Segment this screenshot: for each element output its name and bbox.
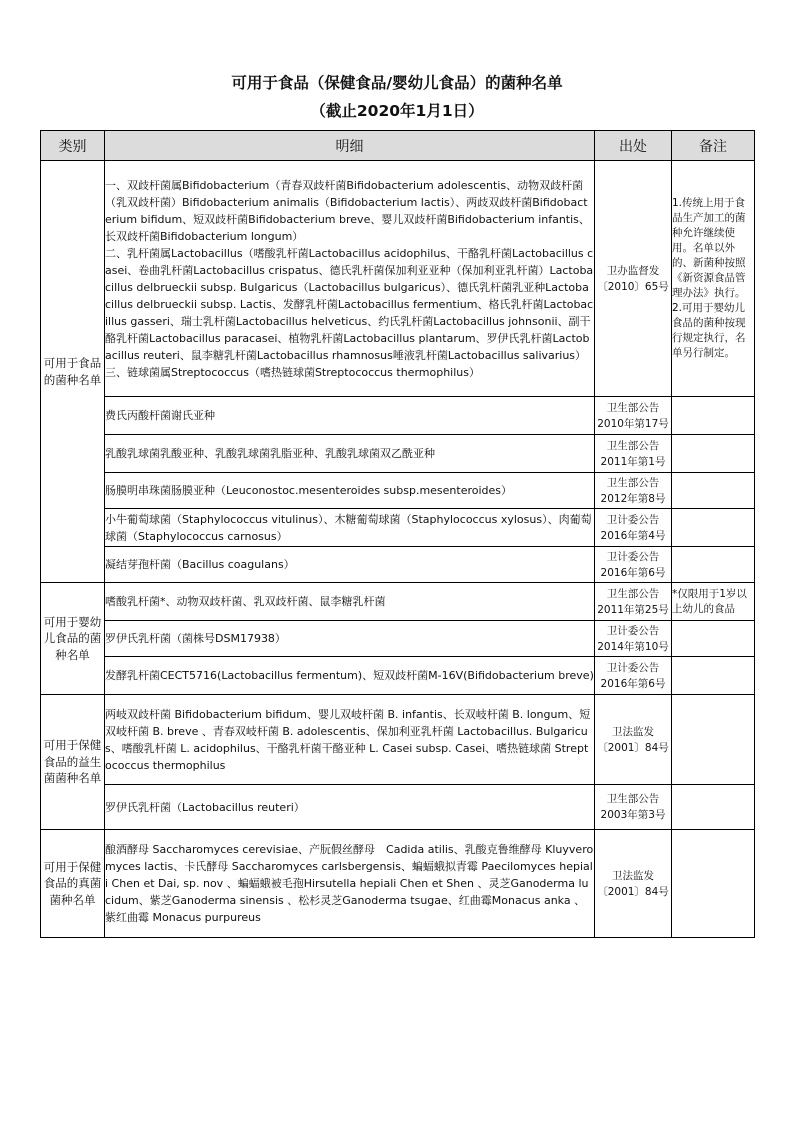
note-cell bbox=[672, 435, 755, 473]
note-cell bbox=[672, 509, 755, 547]
table-row bbox=[41, 785, 755, 830]
source-cell: 卫办监督发〔2010〕65号 bbox=[595, 161, 672, 397]
table-row bbox=[41, 657, 755, 695]
detail-cell: 肠膜明串珠菌肠膜亚种（Leuconostoc.mesenteroides subsp.mesenteroides） bbox=[105, 473, 595, 509]
table-row bbox=[41, 621, 755, 657]
document-title: 可用于食品（保健食品/婴幼儿食品）的菌种名单 bbox=[231, 74, 563, 92]
source-cell: 卫生部公告 2011年第25号 bbox=[595, 583, 672, 621]
source-cell: 卫计委公告 2016年第4号 bbox=[595, 509, 672, 547]
detail-cell: 酿酒酵母 Saccharomyces cerevisiae、产朊假丝酵母 Cadida atilis、乳酸克鲁维酵母 Kluyveromyces lactis、卡氏酵母 Saccharomyces carlsbergensis、蝙蝠蛾拟青霉 Paecilomyces hepiali Chen et Dai, sp. nov 、蝙蝠蛾被毛孢Hirsutella hepiali Chen et Shen 、灵芝Ganoderma lucidum、紫芝Ganoderma sinensis 、松杉灵芝Ganoderma tsugae、红曲霉Monacus anka 、紫红曲霉 Monacus purpureus bbox=[105, 830, 595, 938]
detail-cell: 凝结芽孢杆菌（Bacillus coagulans） bbox=[105, 547, 595, 583]
note-cell bbox=[672, 621, 755, 657]
detail-cell: 发酵乳杆菌CECT5716(Lactobacillus fermentum)、短双歧杆菌M-16V(Bifidobacterium breve) bbox=[105, 657, 595, 695]
table-row bbox=[41, 161, 755, 397]
header-source: 出处 bbox=[595, 131, 672, 161]
source-cell: 卫生部公告 2003年第3号 bbox=[595, 785, 672, 830]
source-cell: 卫生部公告 2012年第8号 bbox=[595, 473, 672, 509]
detail-cell: 费氏丙酸杆菌谢氏亚种 bbox=[105, 397, 595, 435]
header-row bbox=[41, 131, 755, 161]
detail-cell: 嗜酸乳杆菌*、动物双歧杆菌、乳双歧杆菌、鼠李糖乳杆菌 bbox=[105, 583, 595, 621]
table-row bbox=[41, 695, 755, 785]
detail-cell: 小牛葡萄球菌（Staphylococcus vitulinus）、木糖葡萄球菌（Staphylococcus xylosus）、肉葡萄球菌（Staphylococcus carnosus） bbox=[105, 509, 595, 547]
source-cell: 卫计委公告 2016年第6号 bbox=[595, 657, 672, 695]
source-cell: 卫计委公告 2016年第6号 bbox=[595, 547, 672, 583]
note-cell: *仅限用于1岁以上幼儿的食品 bbox=[672, 583, 755, 621]
document-subtitle: （截止2020年1月1日） bbox=[310, 102, 484, 120]
strain-list-table bbox=[40, 130, 755, 938]
note-cell: 1.传统上用于食品生产加工的菌种允许继续使用。名单以外的、新菌种按照《新资源食品管理办法》执行。 2.可用于婴幼儿食品的菌种按现行规定执行，名单另行制定。 bbox=[672, 161, 755, 397]
detail-cell: 罗伊氏乳杆菌（菌株号DSM17938） bbox=[105, 621, 595, 657]
category-cell: 可用于婴幼儿食品的菌种名单 bbox=[41, 583, 105, 695]
note-cell bbox=[672, 695, 755, 785]
table-row bbox=[41, 547, 755, 583]
note-cell bbox=[672, 657, 755, 695]
detail-cell: 乳酸乳球菌乳酸亚种、乳酸乳球菌乳脂亚种、乳酸乳球菌双乙酰亚种 bbox=[105, 435, 595, 473]
note-cell bbox=[672, 830, 755, 938]
detail-cell: 一、双歧杆菌属Bifidobacterium（青春双歧杆菌Bifidobacterium adolescentis、动物双歧杆菌（乳双歧杆菌）Bifidobacterium animalis（Bifidobacterium lactis）、两歧双歧杆菌Bifidobacterium bifidum、短双歧杆菌Bifidobacterium breve、婴儿双歧杆菌Bifidobacterium infantis、长双歧杆菌Bifidobacterium longum） 二、乳杆菌属Lactobacillus（嗜酸乳杆菌Lactobacillus acidophilus、干酪乳杆菌Lactobacillus casei、卷曲乳杆菌Lactobacillus crispatus、德氏乳杆菌保加利亚亚种（保加利亚乳杆菌）Lactobacillus delbrueckii subsp. Bulgaricus（Lactobacillus bulgaricus）、德氏乳杆菌乳亚种Lactobacillus delbrueckii subsp. Lactis、发酵乳杆菌Lactobacillus fermentium、格氏乳杆菌Lactobacillus gasseri、瑞士乳杆菌Lactobacillus helveticus、约氏乳杆菌Lactobacillus johnsonii、副干酪乳杆菌Lactobacillus paracasei、植物乳杆菌Lactobacillus plantarum、罗伊氏乳杆菌Lactobacillus reuteri、鼠李糖乳杆菌Lactobacillus rhamnosus唾液乳杆菌Lactobacillus salivarius） 三、链球菌属Streptococcus（嗜热链球菌Streptococcus thermophilus） bbox=[105, 161, 595, 397]
header-note: 备注 bbox=[672, 131, 755, 161]
table-row bbox=[41, 435, 755, 473]
note-cell bbox=[672, 397, 755, 435]
table-row bbox=[41, 830, 755, 938]
table-row bbox=[41, 583, 755, 621]
table-row bbox=[41, 397, 755, 435]
table-row bbox=[41, 509, 755, 547]
header-detail: 明细 bbox=[105, 131, 595, 161]
category-cell: 可用于保健食品的益生菌菌种名单 bbox=[41, 695, 105, 830]
category-cell: 可用于食品的菌种名单 bbox=[41, 161, 105, 583]
detail-cell: 罗伊氏乳杆菌（Lactobacillus reuteri） bbox=[105, 785, 595, 830]
source-cell: 卫法监发〔2001〕84号 bbox=[595, 830, 672, 938]
note-cell bbox=[672, 473, 755, 509]
source-cell: 卫生部公告 2010年第17号 bbox=[595, 397, 672, 435]
detail-cell: 两岐双歧杆菌 Bifidobacterium bifidum、婴儿双岐杆菌 B. infantis、长双岐杆菌 B. longum、短双岐杆菌 B. breve 、青春双岐杆菌 B. adolescentis、保加利亚乳杆菌 Lactobacillus. Bulgaricus、嗜酸乳杆菌 L. acidophilus、干酪乳杆菌干酪亚种 L. Casei subsp. Casei、嗜热链球菌 Streptococcus thermophilus bbox=[105, 695, 595, 785]
table-row bbox=[41, 473, 755, 509]
category-cell: 可用于保健食品的真菌菌种名单 bbox=[41, 830, 105, 938]
header-category: 类别 bbox=[41, 131, 105, 161]
source-cell: 卫计委公告 2014年第10号 bbox=[595, 621, 672, 657]
note-cell bbox=[672, 547, 755, 583]
source-cell: 卫法监发〔2001〕84号 bbox=[595, 695, 672, 785]
note-cell bbox=[672, 785, 755, 830]
source-cell: 卫生部公告 2011年第1号 bbox=[595, 435, 672, 473]
